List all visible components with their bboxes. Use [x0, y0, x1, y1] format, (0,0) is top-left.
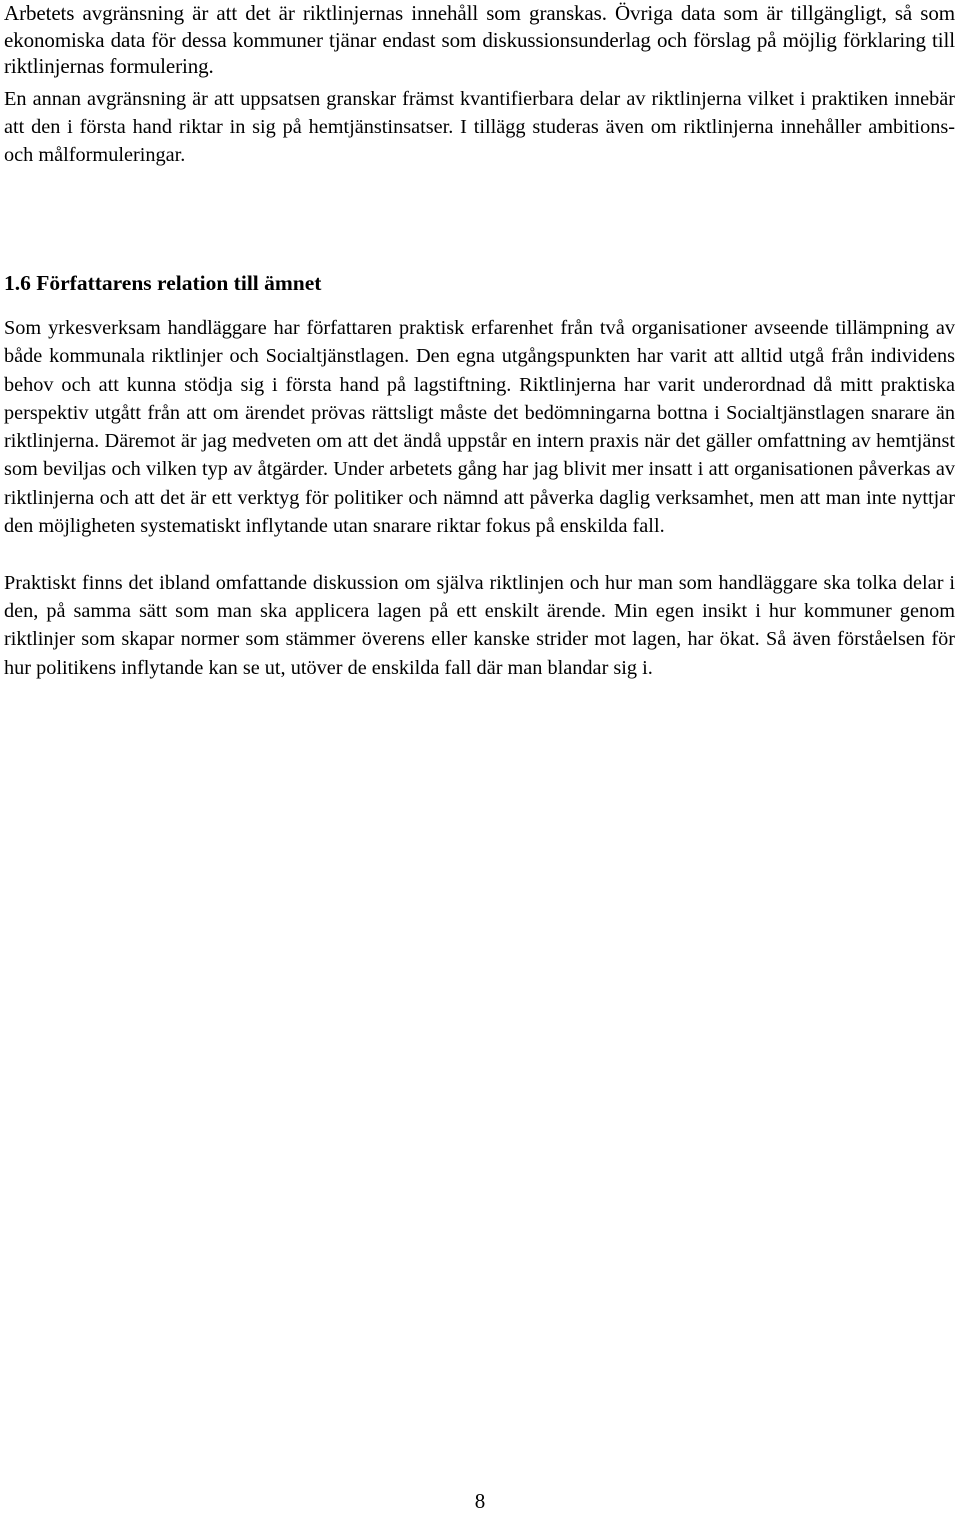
paragraph-practical-discussion: Praktiskt finns det ibland omfattande diskussion om själva riktlinjen och hur man som handläggare ska tolka delar i den, på samma sätt som man ska applicera lagen på ett enskilt ärende. Min egen insikt i hur kommuner genom riktlinjer som skapar normer som stämmer överens eller kanske strider mot lagen, har ökat. Så även förståelsen för hur politikens inflytande kan se ut, utöver de enskilda fall där man blandar sig i.: [4, 571, 955, 679]
page-number: 8: [474, 1489, 486, 1513]
paragraph-author-experience: Som yrkesverksam handläggare har författaren praktisk erfarenhet från två organisationer avseende tillämpning av både kommunala riktlinjer och Socialtjänstlagen. Den egna utgångspunkten har varit att alltid utgå från individens behov och att kunna stödja sig i första hand på lagstiftning. Riktlinjerna har varit underordnad då mitt praktiska perspektiv utgått från att om ärendet prövas rättsligt måste det bedömningarna bottna i Socialtjänstlagen snarare än riktlinjerna. Däremot är jag medveten om att det ändå uppstår en intern praxis när det gäller omfattning av hemtjänst som beviljas och vilken typ av åtgärder. Under arbetets gång har jag blivit mer insatt i att organisationen påverkas av riktlinjerna och att det är ett verktyg för politiker och nämnd att påverka daglig verksamhet, men att man inte nyttjar den möjligheten systematiskt inflytande utan snarare riktar fokus på enskilda fall.: [4, 317, 955, 538]
section-heading: 1.6 Författarens relation till ämnet: [4, 271, 322, 295]
section-body: [4, 314, 955, 682]
intro-section: [4, 0, 955, 169]
paragraph-scope: Arbetets avgränsning är att det är riktlinjernas innehåll som granskas. Övriga data som är tillgängligt, så som ekonomiska data för dessa kommuner tjänar endast som diskussionsunderlag och förslag på möjlig förklaring till riktlinjernas formulering.: [4, 1, 955, 78]
paragraph-scope-limitation: En annan avgränsning är att uppsatsen granskar främst kvantifierbara delar av riktlinjerna vilket i praktiken innebär att den i första hand riktar in sig på hemtjänstinsatser. I tillägg studeras även om riktlinjerna innehåller ambitions- och målformuleringar.: [4, 87, 955, 167]
